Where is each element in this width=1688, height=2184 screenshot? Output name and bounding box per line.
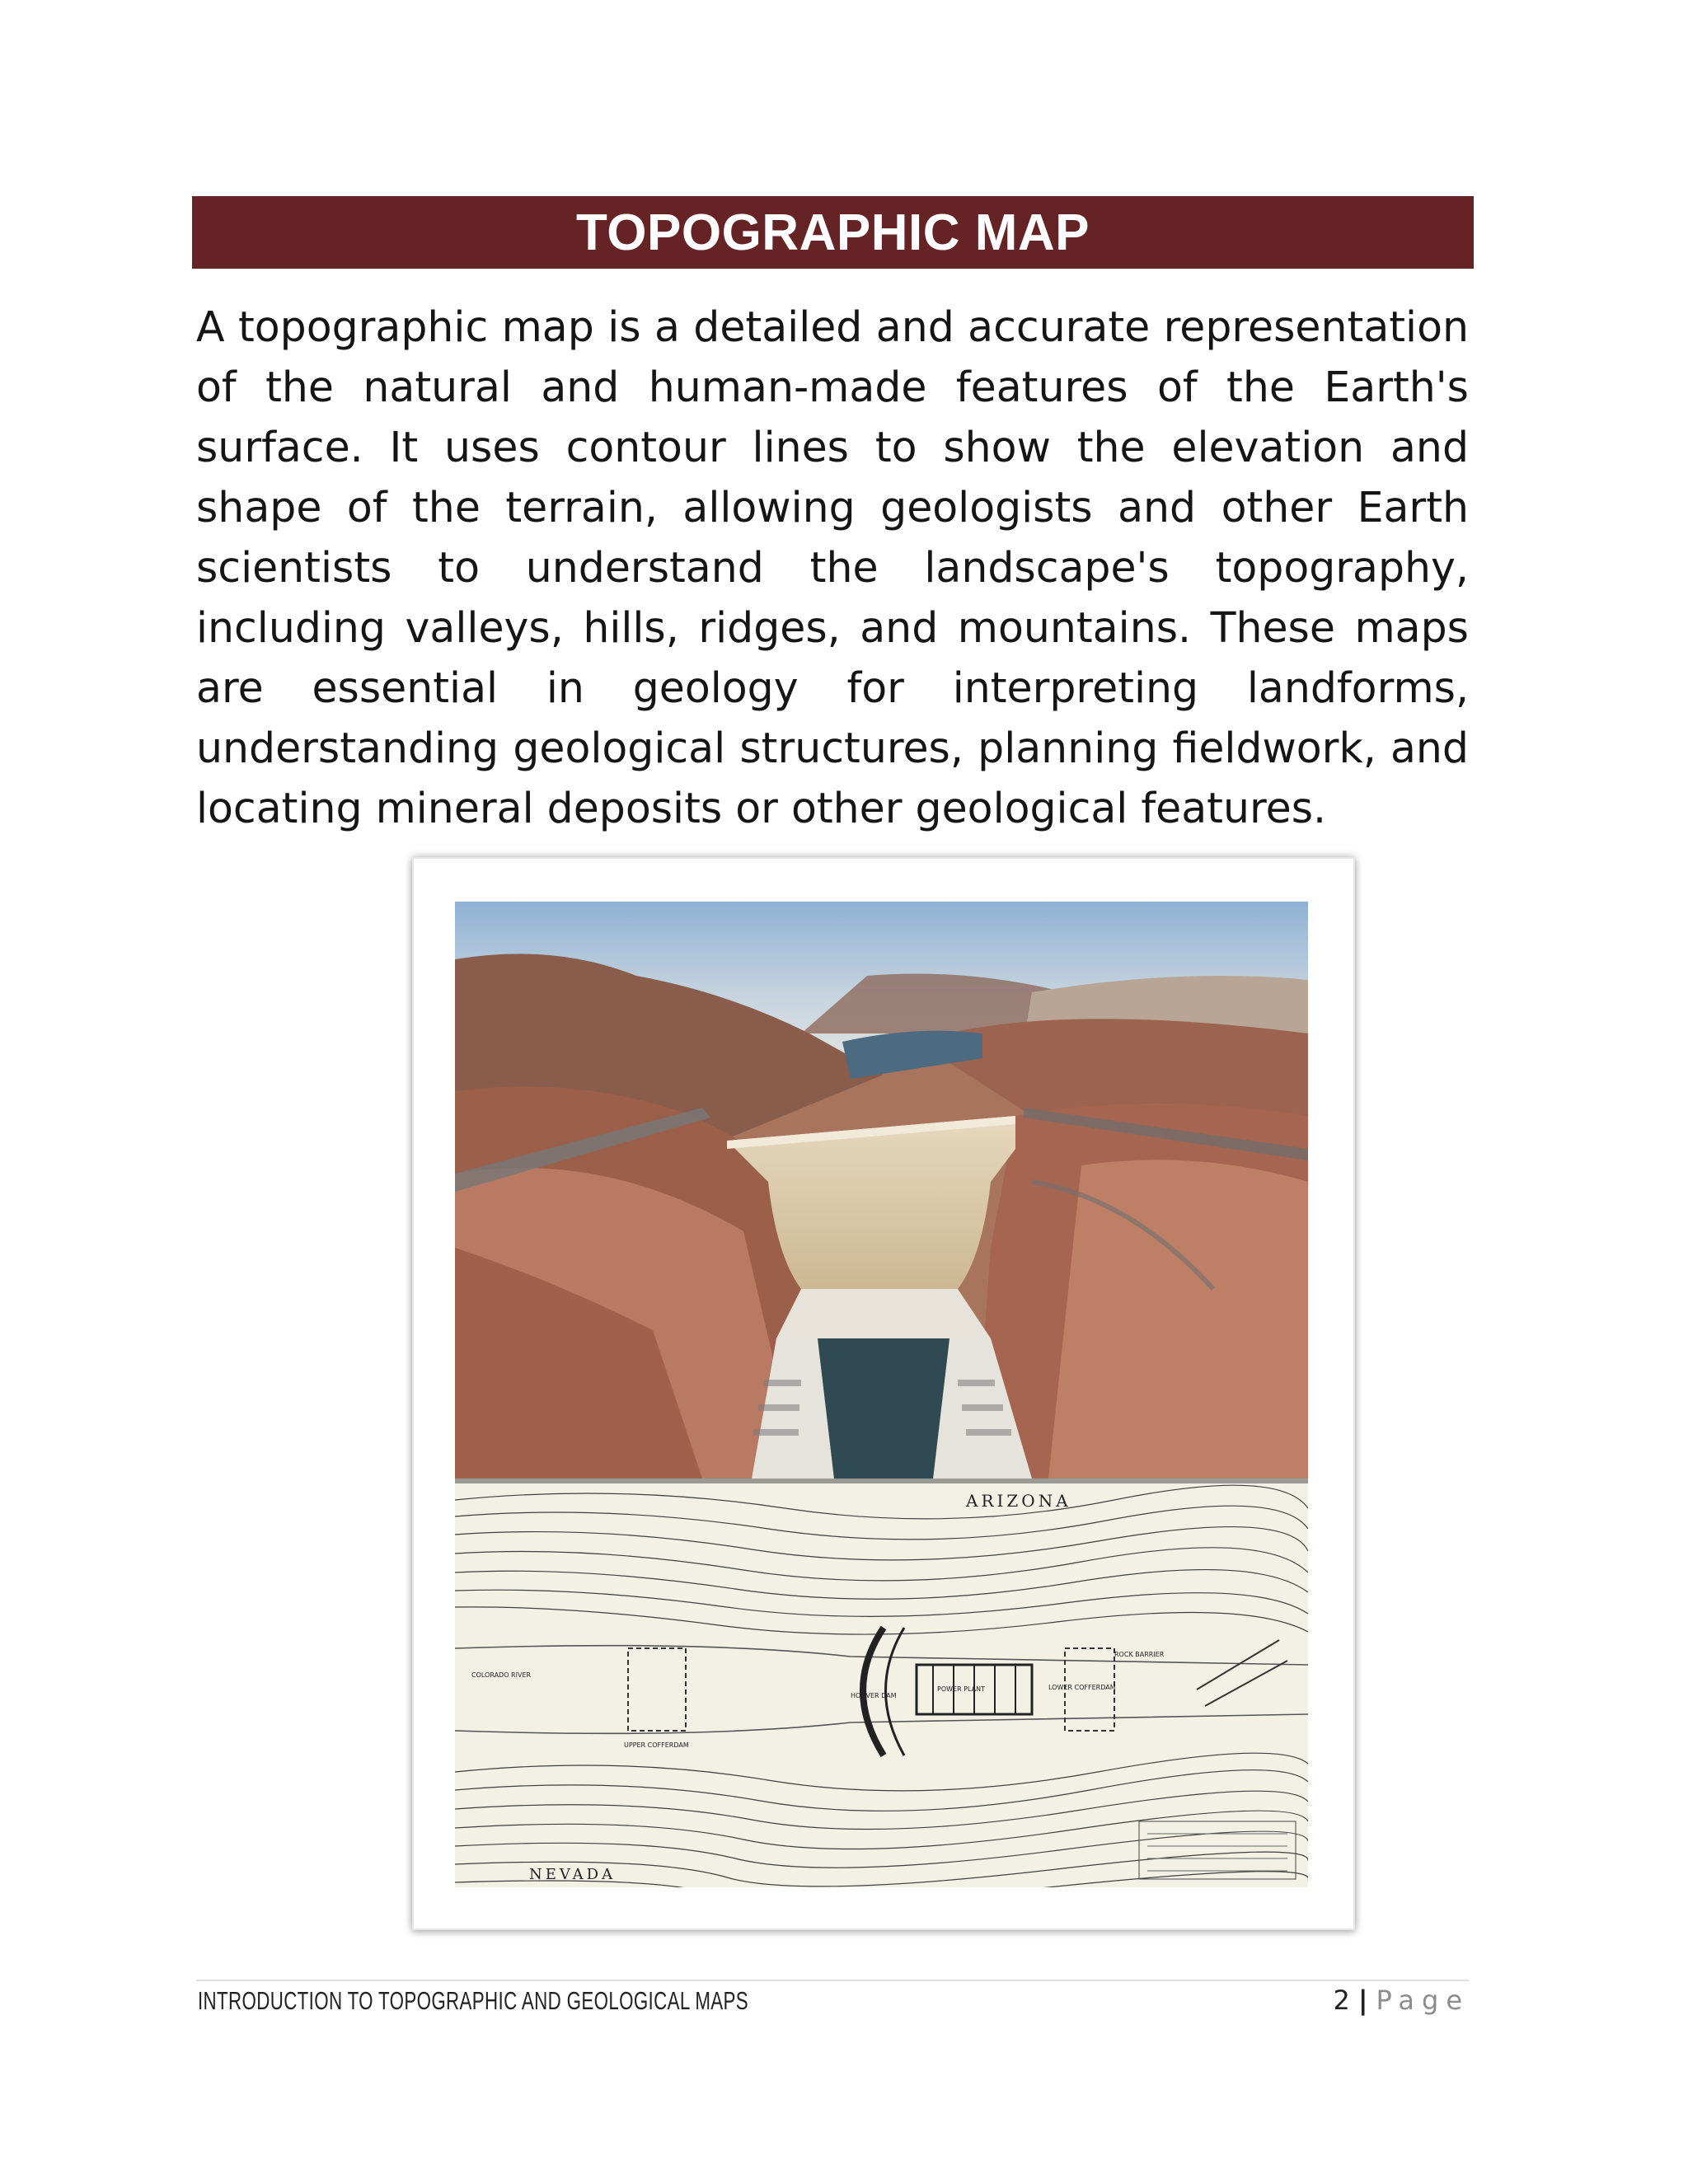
footer-divider — [196, 1980, 1469, 1981]
figure-frame — [412, 857, 1355, 1930]
body-paragraph: A topographic map is a detailed and accurate representation of the natural and human-made features of the Earth's surface. It uses contour lines to show the elevation and shape of the terrain, allowing geologists and other Earth scientists to understand the landscape's topography, including valleys, hills, ridges, and mountains. These maps are essential in geology for interpreting landforms, understanding geological structures, planning fieldwork, and locating mineral deposits or other geological features. — [196, 302, 1469, 832]
footer-page-indicator — [1333, 1985, 1470, 2016]
footer-document-title: INTRODUCTION TO TOPOGRAPHIC AND GEOLOGICAL MAPS — [198, 1986, 749, 2015]
map-label-top: ARIZONA — [966, 1491, 1071, 1511]
section-heading-bar — [192, 196, 1474, 269]
map-label-barrier: ROCK BARRIER — [1114, 1651, 1165, 1658]
section-title: TOPOGRAPHIC MAP — [576, 204, 1090, 261]
map-label-dam: HOOVER DAM — [851, 1692, 897, 1699]
hoover-dam-photo — [455, 902, 1308, 1479]
map-label-bottom: NEVADA — [529, 1866, 617, 1883]
map-label-upper: UPPER COFFERDAM — [624, 1741, 689, 1749]
page-number: 2 — [1333, 1985, 1350, 2016]
map-label-plant: POWER PLANT — [937, 1685, 985, 1693]
page-separator: | — [1357, 1985, 1368, 2016]
map-label-lower: LOWER COFFERDAM — [1048, 1684, 1116, 1691]
dam-contour-map — [455, 1483, 1308, 1887]
map-label-river: COLORADO RIVER — [471, 1671, 532, 1679]
page-word: Page — [1376, 1985, 1470, 2016]
